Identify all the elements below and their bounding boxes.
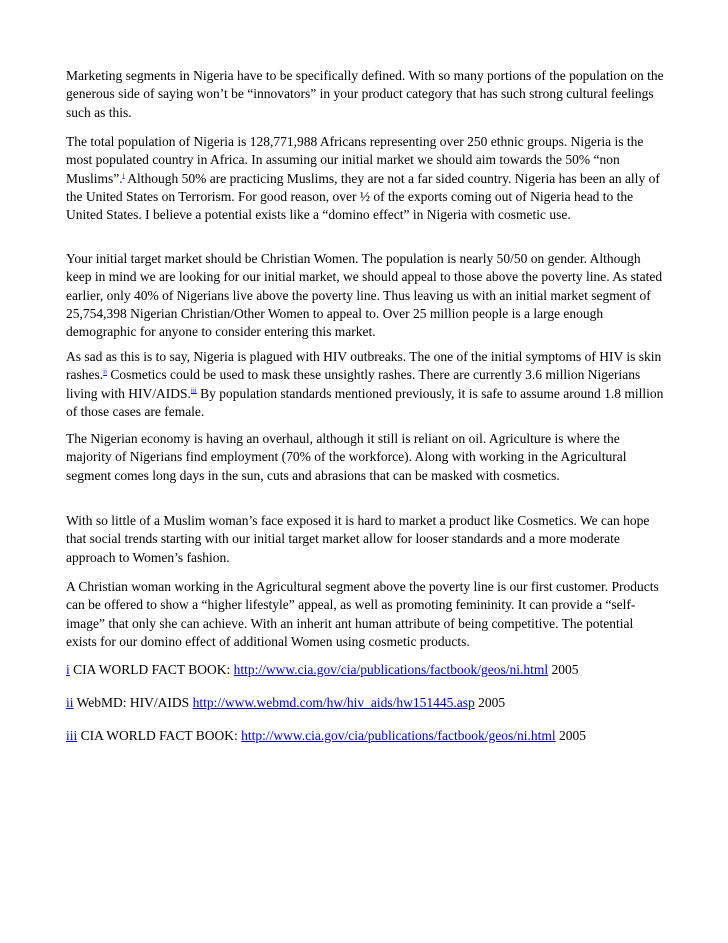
footnote-3-source: CIA WORLD FACT BOOK: [77, 728, 242, 743]
paragraph-segments: Marketing segments in Nigeria have to be specifically defined. With so many portions of the population on the generous side of saying won’t be “innovators” in your product category that has such strong cultural feelings such as this. [66, 68, 664, 120]
paragraph-hiv-text-c: By population standards mentioned previously, it is safe to assume around 1.8 million of those cases are female. [66, 385, 664, 419]
footnote-2-source: WebMD: HIV/AIDS [73, 695, 193, 710]
footnote-2-year: 2005 [474, 695, 506, 710]
footnote-1-source: CIA WORLD FACT BOOK: [69, 662, 234, 677]
paragraph-hiv-text-a: As sad as this is to say, Nigeria is plagued with HIV outbreaks. The one of the initial symptoms of HIV is skin rashes. [66, 349, 662, 383]
footnote-2-marker[interactable]: ii [66, 695, 74, 710]
footnote-ref-i-link[interactable]: i [122, 171, 125, 180]
paragraph-first-customer: A Christian woman working in the Agricultural segment above the poverty line is our first customer. Products can be offered to show a “higher lifestyle” appeal, as well as promoting femininity. It can provide a “self-image” that only she can achieve. With an inherit ant human attribute of being competitive. The potential exists for our domino effect of additional Women using cosmetic products. [66, 579, 659, 649]
footnote-ref-iii-link[interactable]: iii [190, 386, 197, 395]
footnote-3 [66, 727, 686, 745]
paragraph-hiv-text-b: Cosmetics could be used to mask these unsightly rashes. There are currently 3.6 million Nigerians living with HIV/AIDS. [66, 367, 641, 401]
footnote-3-marker[interactable]: iii [66, 728, 78, 743]
paragraph-population-text-a: The total population of Nigeria is 128,771,988 Africans representing over 250 ethnic groups. Nigeria is the most populated country in Africa. In assuming our initial market we should aim towards the 50% “non Muslims”. [66, 134, 644, 186]
paragraph-economy: The Nigerian economy is having an overhaul, although it still is reliant on oil. Agriculture is where the majority of Nigerians find employment (70% of the workforce). Along with working in the Agricultural segment comes long days in the sun, cuts and abrasions that can be masked with cosmetics. [66, 431, 627, 483]
footnote-3-url-link[interactable]: http://www.cia.gov/cia/publications/factbook/geos/ni.html [241, 728, 556, 743]
footnote-1 [66, 661, 686, 679]
paragraph-target-market: Your initial target market should be Christian Women. The population is nearly 50/50 on gender. Although keep in mind we are looking for our initial market, we should appeal to those above the poverty line. As stated earlier, only 40% of Nigerians live above the poverty line. Thus leaving us with an initial market segment of 25,754,398 Nigerian Christian/Other Women to appeal to. Over 25 million people is a large enough demographic for anyone to consider entering this market. [66, 251, 663, 340]
paragraph-population-text-b: Although 50% are practicing Muslims, they are not a far sided country. Nigeria has been an ally of the United States on Terrorism. For good reason, over ½ of the exports coming out of Nigeria head to the United States. I believe a potential exists like a “domino effect” in Nigeria with cosmetic use. [66, 170, 660, 223]
footnote-1-marker[interactable]: i [66, 662, 70, 677]
paragraph-hiv [66, 348, 666, 421]
paragraph-muslim-women: With so little of a Muslim woman’s face exposed it is hard to market a product like Cosmetics. We can hope that social trends starting with our initial target market allow for looser standards and a more moderate approach to Women’s fashion. [66, 513, 650, 565]
footnote-2-url-link[interactable]: http://www.webmd.com/hw/hiv_aids/hw151445.asp [192, 695, 475, 710]
footnote-ref-ii-link[interactable]: ii [103, 367, 108, 376]
footnote-1-year: 2005 [548, 662, 579, 677]
paragraph-population [66, 133, 666, 224]
footnote-3-year: 2005 [555, 728, 586, 743]
footnote-1-url-link[interactable]: http://www.cia.gov/cia/publications/factbook/geos/ni.html [233, 662, 549, 677]
footnote-2 [66, 694, 686, 712]
